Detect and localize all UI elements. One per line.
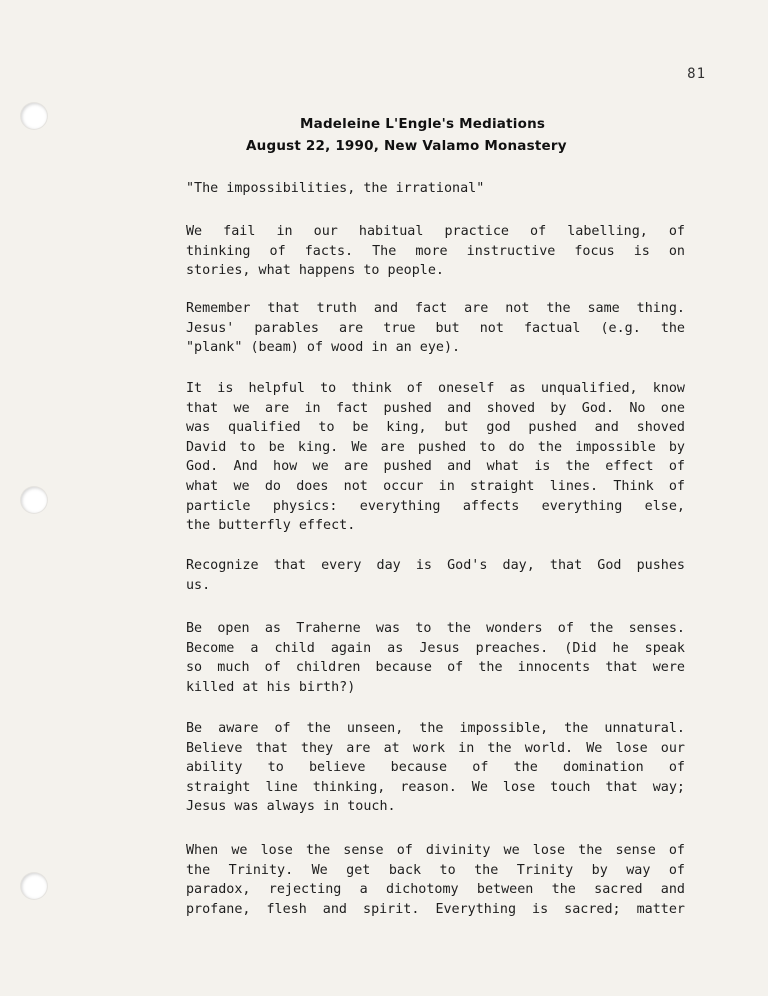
paragraph-line: stories, what happens to people. [186,263,444,279]
paragraph-line: straight line thinking, reason. We lose touch that way; [186,779,685,795]
paragraph-line: Jesus' parables are true but not factual (e.g. the [186,320,685,336]
paragraph-line: Become a child again as Jesus preaches. (Did he speak [186,640,685,656]
paragraph-5 [186,619,685,697]
paragraph-line: the Trinity. We get back to the Trinity by way of [186,862,685,878]
paragraph-line: profane, flesh and spirit. Everything is sacred; matter [186,901,685,917]
quote-text: "The impossibilities, the irrational" [186,181,485,196]
paragraph-2 [186,299,685,358]
paragraph-line: Be open as Traherne was to the wonders of the senses. [186,621,685,636]
paragraph-1 [186,222,685,281]
paragraph-line: what we do does not occur in straight lines. Think of [186,478,685,494]
paragraph-line: Be aware of the unseen, the impossible, the unnatural. [186,721,685,736]
page-number: 81 [687,66,706,82]
paragraph-line: paradox, rejecting a dichotomy between the sacred and [186,882,685,898]
opening-quote [186,179,685,199]
paragraph-line: so much of children because of the innocents that were [186,660,685,676]
paragraph-line: It is helpful to think of oneself as unqualified, know [186,381,685,396]
paragraph-line: We fail in our habitual practice of labelling, of [186,224,685,239]
paragraph-7 [186,841,685,919]
paragraph-line: David to be king. We are pushed to do the impossible by [186,439,685,455]
paragraph-line: Recognize that every day is God's day, that God pushes [186,558,685,573]
paragraph-line: When we lose the sense of divinity we lose the sense of [186,843,685,858]
paragraph-line: God. And how we are pushed and what is the effect of [186,459,685,475]
document-subtitle: August 22, 1990, New Valamo Monastery [246,138,567,154]
paragraph-line: killed at his birth?) [186,679,356,695]
paragraph-3 [186,379,685,536]
binder-hole-top [21,103,47,129]
paragraph-line: Remember that truth and fact are not the same thing. [186,301,685,316]
paragraph-4 [186,556,685,595]
document-title: Madeleine L'Engle's Mediations [300,116,546,132]
paragraph-line: the butterfly effect. [186,518,356,534]
paragraph-line: Believe that they are at work in the world. We lose our [186,740,685,756]
paragraph-line: us. [186,577,211,593]
paragraph-line: "plank" (beam) of wood in an eye). [186,340,461,356]
paragraph-line: particle physics: everything affects everything else, [186,498,685,514]
binder-hole-middle [21,487,47,513]
paragraph-line: that we are in fact pushed and shoved by God. No one [186,400,685,416]
paragraph-line: Jesus was always in touch. [186,799,396,815]
paragraph-line: thinking of facts. The more instructive focus is on [186,243,685,259]
binder-hole-bottom [21,873,47,899]
paragraph-line: was qualified to be king, but god pushed and shoved [186,420,685,436]
paragraph-line: ability to believe because of the domination of [186,760,685,776]
paragraph-6 [186,719,685,817]
